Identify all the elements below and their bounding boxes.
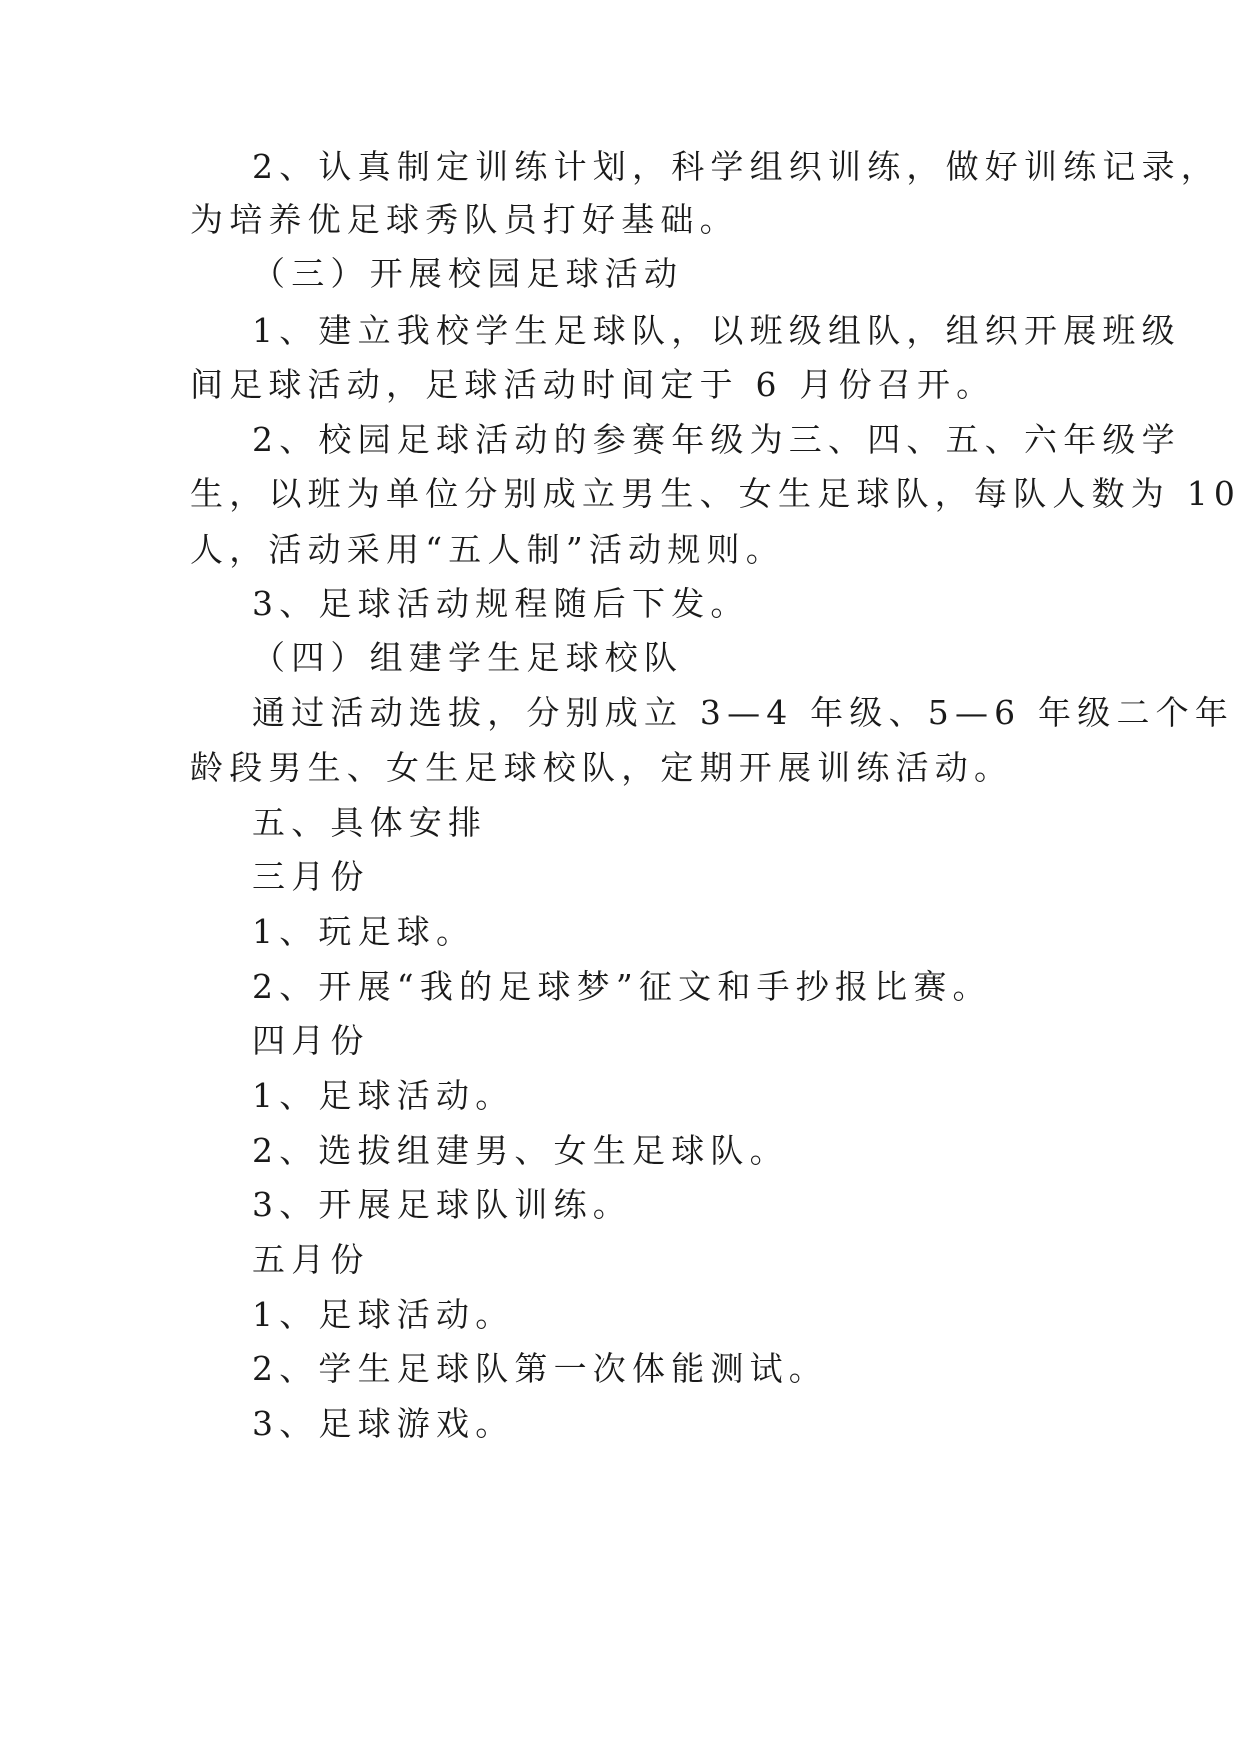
month-heading: 五月份 [252, 1240, 370, 1279]
text-line: 为培养优足球秀队员打好基础。 [190, 200, 739, 239]
text-line: 3、开展足球队训练。 [252, 1185, 632, 1224]
month-heading: 四月份 [252, 1021, 370, 1060]
text-line: 通过活动选拔，分别成立 3—4 年级、5—6 年级二个年 [252, 693, 1235, 732]
text-line: 2、学生足球队第一次体能测试。 [252, 1349, 828, 1388]
text-line: 1、玩足球。 [252, 912, 476, 951]
text-line: 3、足球活动规程随后下发。 [252, 584, 750, 623]
text-line: 生，以班为单位分别成立男生、女生足球队，每队人数为 10 [190, 474, 1241, 513]
section-heading: （四）组建学生足球校队 [252, 638, 684, 677]
text-line: 龄段男生、女生足球校队，定期开展训练活动。 [190, 748, 1014, 787]
text-line: 1、足球活动。 [252, 1076, 515, 1115]
text-line: 2、认真制定训练计划，科学组织训练，做好训练记录， [252, 147, 1220, 186]
text-line: 2、选拔组建男、女生足球队。 [252, 1131, 789, 1170]
text-line: 2、开展“我的足球梦”征文和手抄报比赛。 [252, 967, 992, 1006]
section-heading: 五、具体安排 [252, 803, 488, 842]
text-line: 1、足球活动。 [252, 1295, 515, 1334]
text-line: 2、校园足球活动的参赛年级为三、四、五、六年级学 [252, 420, 1181, 459]
text-line: 间足球活动，足球活动时间定于 6 月份召开。 [190, 365, 996, 404]
text-line: 1、建立我校学生足球队，以班级组队，组织开展班级 [252, 311, 1181, 350]
section-heading: （三）开展校园足球活动 [252, 254, 684, 293]
month-heading: 三月份 [252, 857, 370, 896]
text-line: 人，活动采用“五人制”活动规则。 [190, 530, 785, 569]
text-line: 3、足球游戏。 [252, 1404, 515, 1443]
